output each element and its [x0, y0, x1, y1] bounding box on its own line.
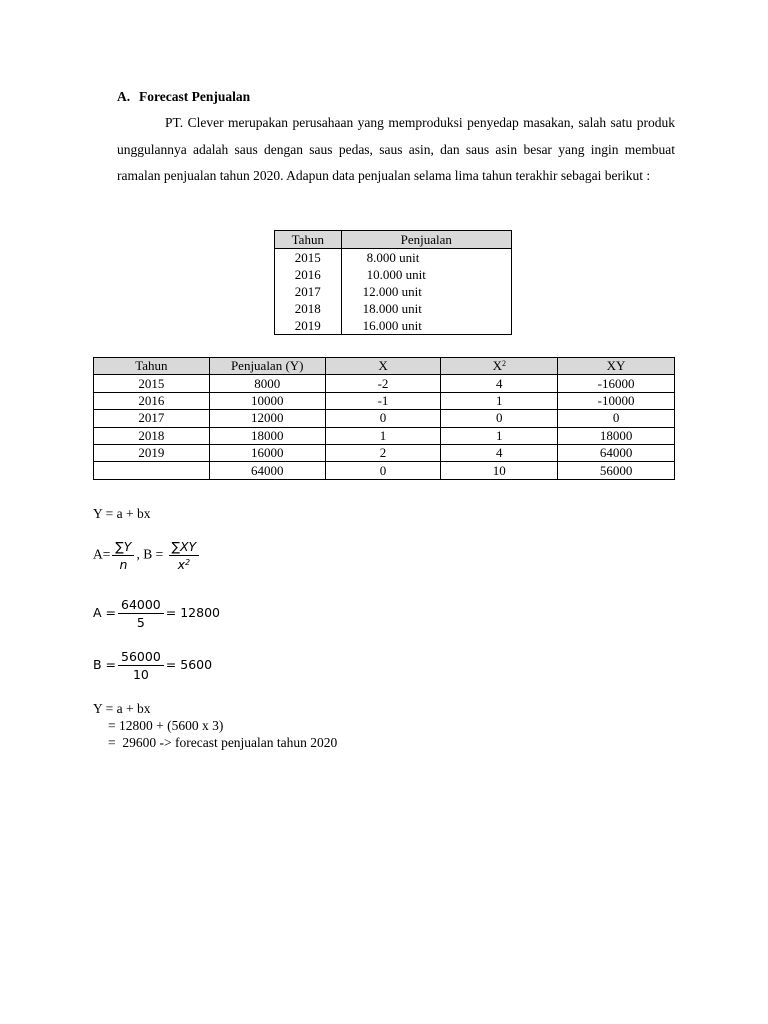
table-row: 2019 16000 2 4 64000 [94, 444, 675, 461]
header-penjualan: Penjualan [341, 231, 511, 249]
table-row [275, 249, 512, 267]
cell-sales: 8.000 unit [341, 249, 511, 267]
table-row [275, 283, 512, 300]
b-fraction: $\frac{\sum XY}{x^2}$ [169, 538, 200, 573]
cell-sales: 12.000 unit [341, 283, 511, 300]
coefficient-formulas: A= $\frac{\sum Y}{n}$ , B = $\frac{\sum XY}{x^2}$ [93, 538, 201, 573]
cell-year: 2019 [275, 317, 342, 335]
cell-year: 2017 [275, 283, 342, 300]
calculation-table [93, 357, 675, 480]
cell-sales: 16.000 unit [341, 317, 511, 335]
intro-text: PT. Clever merupakan perusahaan yang memproduksi penyedap masakan, salah satu produk unggulannya adalah saus dengan saus pedas, saus asin, dan saus asin besar yang ingin membuat ramalan penjualan tahun 2020. Adapun data penjualan selama lima tahun terakhir sebagai berikut : [117, 115, 675, 183]
table-row [275, 317, 512, 335]
header-x-squared: $X^2$ [441, 358, 558, 375]
table-row [275, 266, 512, 283]
cell-year: 2015 [275, 249, 342, 267]
header-x: X [325, 358, 441, 375]
section-title: Forecast Penjualan [139, 89, 251, 104]
calc-a: A = $\frac{64000}{5}$ = 12800 [93, 597, 220, 630]
header-penjualan-y: Penjualan (Y) [209, 358, 325, 375]
cell-sales: 10.000 unit [341, 266, 511, 283]
calc-b: B = $\frac{56000}{10}$ = 5600 [93, 649, 213, 682]
sales-table [274, 230, 512, 335]
forecast-result: Y = a + bx = 12800 + (5600 x 3) = 29600 -> forecast penjualan tahun 2020 [93, 701, 338, 750]
table-row [275, 300, 512, 317]
table-row: 2015 8000 -2 4 -16000 [94, 375, 675, 392]
header-tahun: Tahun [94, 358, 210, 375]
table-row: 2018 18000 1 1 18000 [94, 427, 675, 444]
section-number: A. [117, 89, 131, 104]
table-header-row [94, 358, 675, 375]
a-fraction: $\frac{\sum Y}{n}$ [112, 538, 134, 573]
table-header-row [275, 231, 512, 249]
cell-sales: 18.000 unit [341, 300, 511, 317]
cell-year: 2016 [275, 266, 342, 283]
table-row: 2017 12000 0 0 0 [94, 410, 675, 427]
header-tahun: Tahun [275, 231, 342, 249]
header-xy: XY [558, 358, 675, 375]
section-heading [117, 89, 250, 105]
regression-model: Y = a + bx [93, 506, 151, 521]
intro-paragraph [117, 110, 675, 190]
cell-year: 2018 [275, 300, 342, 317]
totals-row: 64000 0 10 56000 [94, 462, 675, 479]
table-row: 2016 10000 -1 1 -10000 [94, 392, 675, 409]
